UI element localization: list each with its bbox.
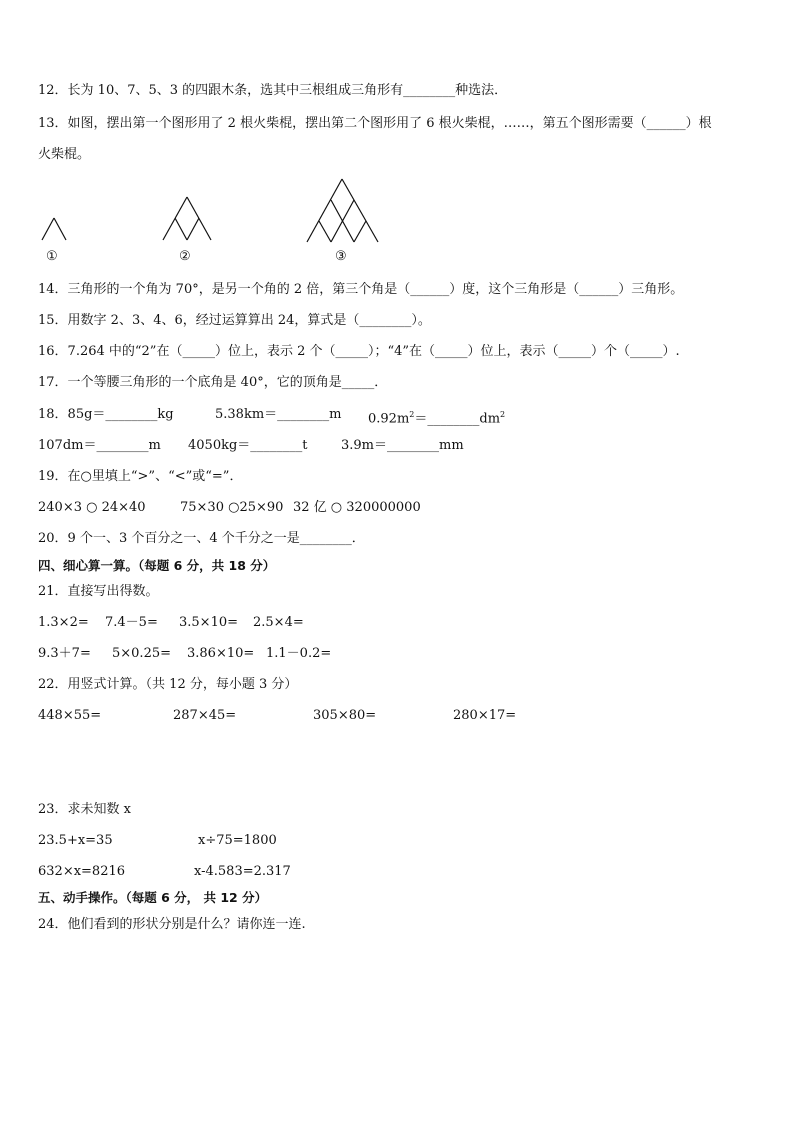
question-19-c: 32 亿 ○ 320000000	[293, 500, 421, 515]
figure-label-3: ③	[335, 249, 347, 264]
figure-label-1: ①	[46, 249, 58, 264]
q23-item: 23.5+x=35	[38, 833, 113, 848]
question-17: 17．一个等腰三角形的一个底角是 40°，它的顶角是_____．	[38, 375, 388, 390]
q22-item: 448×55=	[38, 708, 102, 723]
question-19: 19．在○里填上“>”、“<”或“=”．	[38, 469, 243, 484]
q21-item: 2.5×4=	[253, 615, 304, 630]
question-18-a: 18．85g＝________kg	[38, 407, 174, 422]
fig1-stick	[54, 218, 66, 240]
fig1-stick	[42, 218, 54, 240]
question-18-b: 5.38km＝________m	[215, 407, 342, 422]
question-21: 21．直接写出得数。	[38, 584, 159, 599]
question-23: 23．求未知数 x	[38, 802, 132, 817]
fig3-stick	[319, 221, 331, 242]
fig2-stick	[187, 218, 199, 240]
question-19-a: 240×3 ○ 24×40	[38, 500, 146, 515]
q22-item: 305×80=	[313, 708, 377, 723]
q21-item: 3.86×10=	[187, 646, 255, 661]
q23-item: x-4.583=2.317	[194, 864, 291, 879]
fig3-stick	[354, 221, 366, 242]
section-5-heading: 五、动手操作。（每题 6 分， 共 12 分）	[38, 890, 268, 905]
question-18-c: $0.92m^2=\_\_\_\_\_\_\_\_dm^2$	[368, 410, 506, 427]
q22-item: 287×45=	[173, 708, 237, 723]
fig2-stick	[175, 218, 187, 240]
q21-item: 3.5×10=	[179, 615, 239, 630]
question-18-e: 4050kg＝________t	[188, 438, 308, 453]
q21-item: 5×0.25=	[112, 646, 172, 661]
question-14: 14．三角形的一个角为 70°，是另一个角的 2 倍，第三个角是（______）度，这个三角形是（______）三角形。	[38, 282, 684, 297]
q23-item: 632×x=8216	[38, 864, 126, 879]
question-20: 20．9 个一、3 个百分之一、4 个千分之一是________．	[38, 531, 365, 546]
section-4-heading: 四、细心算一算。（每题 6 分，共 18 分）	[38, 558, 276, 573]
q22-item: 280×17=	[453, 708, 517, 723]
question-18-f: 3.9m＝________mm	[341, 438, 464, 453]
question-13-line1: 13．如图，摆出第一个图形用了 2 根火柴棍，摆出第二个图形用了 6 根火柴棍，……，第五个图形需要（______）根	[38, 116, 712, 131]
q21-item: 9.3＋7=	[38, 646, 91, 661]
question-24: 24．他们看到的形状分别是什么？请你连一连.	[38, 917, 306, 932]
q23-item: x÷75=1800	[198, 833, 277, 848]
question-16: 16．7.264 中的“2”在（_____）位上，表示 2 个（_____）；“4”在（_____）位上，表示（_____）个（_____）.	[38, 344, 680, 359]
q21-item: 1.1－0.2=	[266, 646, 332, 661]
figure-label-2: ②	[179, 249, 191, 264]
question-18-d: 107dm＝________m	[38, 438, 161, 453]
q21-item: 7.4－5=	[105, 615, 158, 630]
question-22: 22．用竖式计算。（共 12 分，每小题 3 分）	[38, 677, 298, 692]
q21-item: 1.3×2=	[38, 615, 89, 630]
question-19-b: 75×30 ○25×90	[180, 500, 284, 515]
question-12: 12．长为 10、7、5、3 的四跟木条，选其中三根组成三角形有________种选法．	[38, 83, 508, 98]
question-15: 15．用数字 2、3、4、6，经过运算算出 24，算式是（________）。	[38, 313, 431, 328]
question-13-line2: 火柴棍。	[38, 147, 91, 162]
